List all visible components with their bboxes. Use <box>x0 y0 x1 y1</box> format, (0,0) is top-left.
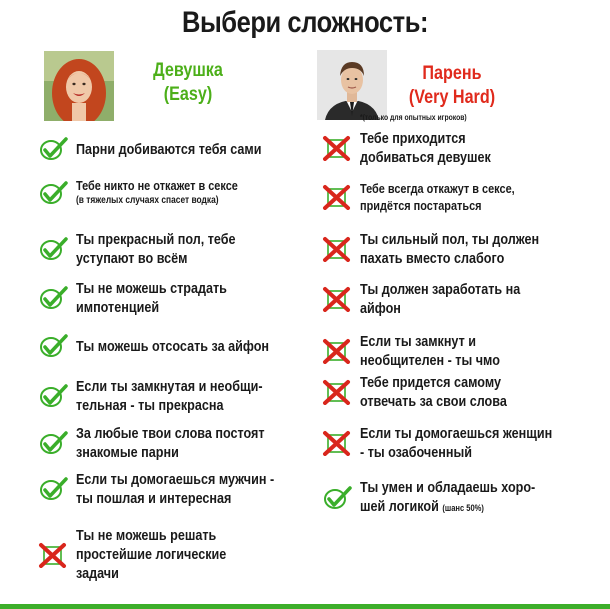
guy-heading-difficulty: (Very Hard) <box>408 87 496 108</box>
item-text: простейшие логические <box>76 546 227 563</box>
item-subtext: (в тяжелых случаях спасет водка) <box>76 195 219 206</box>
check-icon <box>38 180 68 206</box>
item-text: знакомые парни <box>76 444 179 461</box>
item-text: Ты должен заработать на <box>360 281 521 298</box>
item-text: Ты можешь отсосать за айфон <box>76 337 270 355</box>
item-text: Тебе приходится <box>360 130 466 147</box>
check-icon <box>38 285 68 311</box>
cross-icon <box>322 338 352 364</box>
cross-icon <box>322 236 352 262</box>
item-text: задачи <box>76 565 119 582</box>
girl-item-8 <box>38 470 312 508</box>
check-icon <box>38 430 68 456</box>
item-text: Парни добиваются тебя сами <box>76 140 262 158</box>
girl-item-7 <box>38 424 301 462</box>
cross-icon <box>322 286 352 312</box>
girl-item-1 <box>38 136 297 162</box>
item-text: уступают во всём <box>76 250 188 267</box>
cross-icon <box>322 135 352 161</box>
girl-item-9 <box>38 526 255 583</box>
guy-item-2 <box>322 180 544 214</box>
bottom-bar <box>0 604 610 609</box>
guy-item-1 <box>322 129 516 167</box>
cross-icon <box>322 430 352 456</box>
check-icon <box>322 485 352 511</box>
item-text: необщителен - ты чмо <box>360 352 500 369</box>
check-icon <box>38 136 68 162</box>
item-text: Если ты домогаешься женщин <box>360 425 553 442</box>
cross-icon <box>322 379 352 405</box>
item-text: Тебе всегда откажут в сексе, <box>360 181 515 196</box>
item-text: Ты не можешь страдать <box>76 280 227 297</box>
girl-item-5 <box>38 333 306 359</box>
item-text: добиваться девушек <box>360 149 491 166</box>
item-text: ты пошлая и интересная <box>76 490 232 507</box>
guy-item-4 <box>322 280 551 318</box>
check-icon <box>38 236 68 262</box>
item-text: Тебе придется самому <box>360 374 501 391</box>
item-text: тельная - ты прекрасна <box>76 397 224 414</box>
guy-note: *(только для опытных игроков) <box>360 113 467 122</box>
guy-photo <box>317 50 387 120</box>
item-text: пахать вместо слабого <box>360 250 505 267</box>
girl-item-4 <box>38 279 256 317</box>
item-text: - ты озабоченный <box>360 444 472 461</box>
girl-heading <box>129 59 248 107</box>
item-text: Если ты домогаешься мужчин - <box>76 471 275 488</box>
girl-heading-title: Девушка <box>153 60 223 81</box>
cross-icon <box>38 542 68 568</box>
item-text: Если ты замкнутая и необщи- <box>76 378 263 395</box>
cross-icon <box>322 184 352 210</box>
guy-item-8 <box>322 478 569 518</box>
guy-heading-title: Парень <box>422 63 482 84</box>
check-icon <box>38 476 68 502</box>
girl-item-6 <box>38 377 298 415</box>
guy-item-7 <box>322 424 589 462</box>
item-subtext: (шанс 50%) <box>442 503 484 513</box>
girl-heading-difficulty: (Easy) <box>163 84 213 105</box>
guy-heading <box>393 62 512 110</box>
girl-photo <box>44 51 114 121</box>
page-title: Выбери сложность: <box>181 6 429 39</box>
item-text: придётся постараться <box>360 198 482 213</box>
item-text: шей логикой <box>360 498 439 515</box>
guy-item-5 <box>322 332 527 370</box>
item-text: импотенцией <box>76 299 160 316</box>
item-text: Ты сильный пол, ты должен <box>360 231 540 248</box>
item-text: айфон <box>360 300 401 317</box>
item-text: Тебе никто не откажет в сексе <box>76 178 238 193</box>
item-text: Если ты замкнут и <box>360 333 477 350</box>
guy-item-6 <box>322 373 535 411</box>
item-text: Ты прекрасный пол, тебе <box>76 231 236 248</box>
item-text: отвечать за свои слова <box>360 393 507 410</box>
girl-item-2 <box>38 178 269 208</box>
item-text: Ты умен и обладаешь хоро- <box>360 479 536 496</box>
check-icon <box>38 383 68 409</box>
check-icon <box>38 333 68 359</box>
guy-item-3 <box>322 230 573 268</box>
item-text: Ты не можешь решать <box>76 527 217 544</box>
girl-item-3 <box>38 230 266 268</box>
item-text: За любые твои слова постоят <box>76 425 265 442</box>
